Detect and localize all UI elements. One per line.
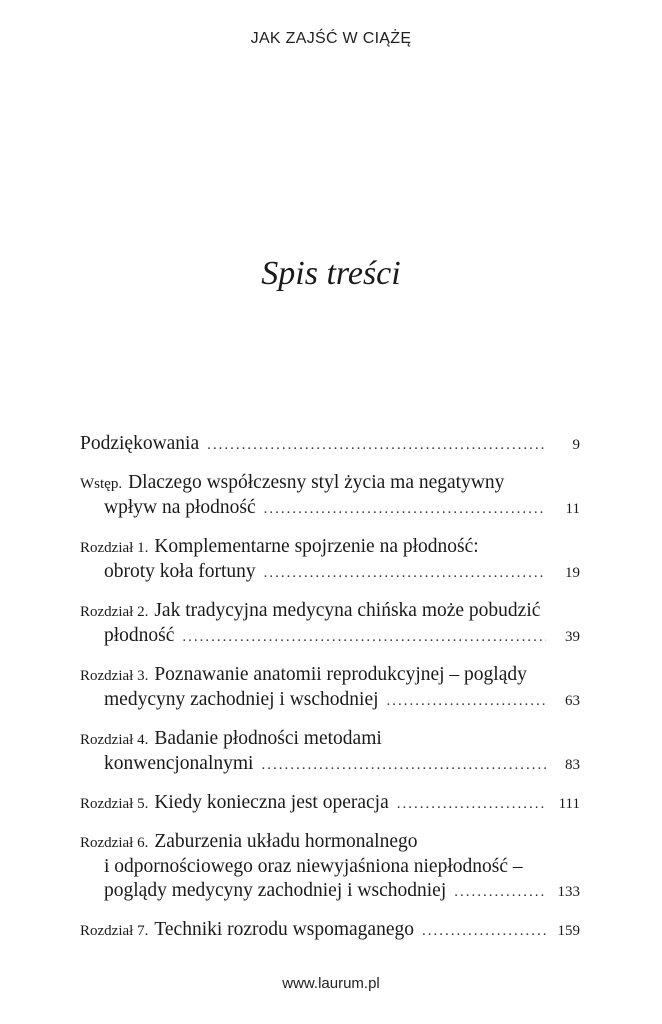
toc-entry-title: wpływ na płodność: [104, 497, 256, 518]
toc-entry: [80, 918, 580, 943]
toc-entry: [80, 471, 580, 521]
dot-leader: [207, 433, 546, 457]
toc-entry-line: [80, 879, 580, 904]
toc-entry-title: Dlaczego współczesny styl życia ma negatywny: [128, 472, 505, 493]
toc-entry-line: [80, 496, 580, 521]
toc-entry-title: Komplementarne spojrzenie na płodność:: [154, 536, 479, 557]
toc-entry-line: [80, 560, 580, 585]
toc-entry-page-number: 63: [565, 693, 580, 709]
toc-entry-page-number: 9: [572, 437, 580, 453]
toc-entry-label: Rozdział 2.: [80, 604, 149, 620]
dot-leader: [387, 689, 546, 713]
toc-entry: [80, 432, 580, 457]
toc-entry-page-number: 111: [558, 796, 580, 812]
toc-entry-title: i odpornościowego oraz niewyjaśniona niepłodność –: [104, 856, 523, 877]
toc-entry-line: [80, 624, 580, 649]
toc-entry-line: [80, 471, 580, 496]
toc-entry-label: Rozdział 3.: [80, 668, 149, 684]
toc-entry: [80, 663, 580, 713]
toc-entry-title: Kiedy konieczna jest operacja: [154, 792, 389, 813]
toc-entry-label: Rozdział 6.: [80, 835, 149, 851]
footer-url: www.laurum.pl: [282, 975, 380, 992]
toc-entry-title: Techniki rozrodu wspomaganego: [154, 919, 414, 940]
table-of-contents: [80, 432, 580, 957]
toc-entry-title: Badanie płodności metodami: [154, 728, 382, 749]
toc-entry-line: [80, 432, 580, 457]
dot-leader: [264, 497, 546, 521]
toc-entry-label: Rozdział 1.: [80, 540, 149, 556]
toc-entry-line: [80, 688, 580, 713]
toc-entry-title: Podziękowania: [80, 433, 200, 454]
toc-entry-title: konwencjonalnymi: [104, 753, 254, 774]
toc-entry-page-number: 159: [557, 923, 580, 939]
toc-entry-title: Zaburzenia układu hormonalnego: [154, 831, 418, 852]
dot-leader: [454, 880, 546, 904]
toc-entry-line: [80, 535, 580, 560]
toc-entry-line: [80, 599, 580, 624]
toc-entry-title: obroty koła fortuny: [104, 561, 256, 582]
toc-entry: [80, 830, 580, 904]
toc-entry-page-number: 83: [565, 757, 580, 773]
dot-leader: [182, 625, 546, 649]
toc-entry-line: [80, 855, 580, 879]
dot-leader: [422, 919, 546, 943]
toc-entry-page-number: 11: [565, 501, 580, 517]
toc-entry: [80, 727, 580, 777]
toc-entry-line: [80, 752, 580, 777]
toc-entry-title: płodność: [104, 625, 175, 646]
toc-entry-label: Rozdział 7.: [80, 923, 149, 939]
toc-entry-line: [80, 918, 580, 943]
toc-entry-line: [80, 663, 580, 688]
toc-entry-page-number: 19: [565, 565, 580, 581]
dot-leader: [261, 753, 546, 777]
toc-entry-title: Poznawanie anatomii reprodukcyjnej – poglądy: [154, 664, 527, 685]
dot-leader: [397, 792, 546, 816]
toc-entry-title: poglądy medycyny zachodniej i wschodniej: [104, 880, 447, 901]
toc-entry-line: [80, 830, 580, 855]
toc-entry-title: medycyny zachodniej i wschodniej: [104, 689, 379, 710]
toc-entry: [80, 535, 580, 585]
toc-title: Spis treści: [261, 255, 401, 292]
toc-entry-label: Rozdział 5.: [80, 796, 149, 812]
toc-entry-label: Rozdział 4.: [80, 732, 149, 748]
toc-entry-line: [80, 791, 580, 816]
toc-entry-line: [80, 727, 580, 752]
dot-leader: [264, 561, 546, 585]
toc-entry: [80, 791, 580, 816]
toc-entry-page-number: 39: [565, 629, 580, 645]
toc-entry: [80, 599, 580, 649]
toc-entry-title: Jak tradycyjna medycyna chińska może pobudzić: [154, 600, 541, 621]
toc-entry-label: Wstęp.: [80, 476, 123, 492]
toc-entry-page-number: 133: [557, 884, 580, 900]
running-head: JAK ZAJŚĆ W CIĄŻĘ: [250, 30, 412, 47]
